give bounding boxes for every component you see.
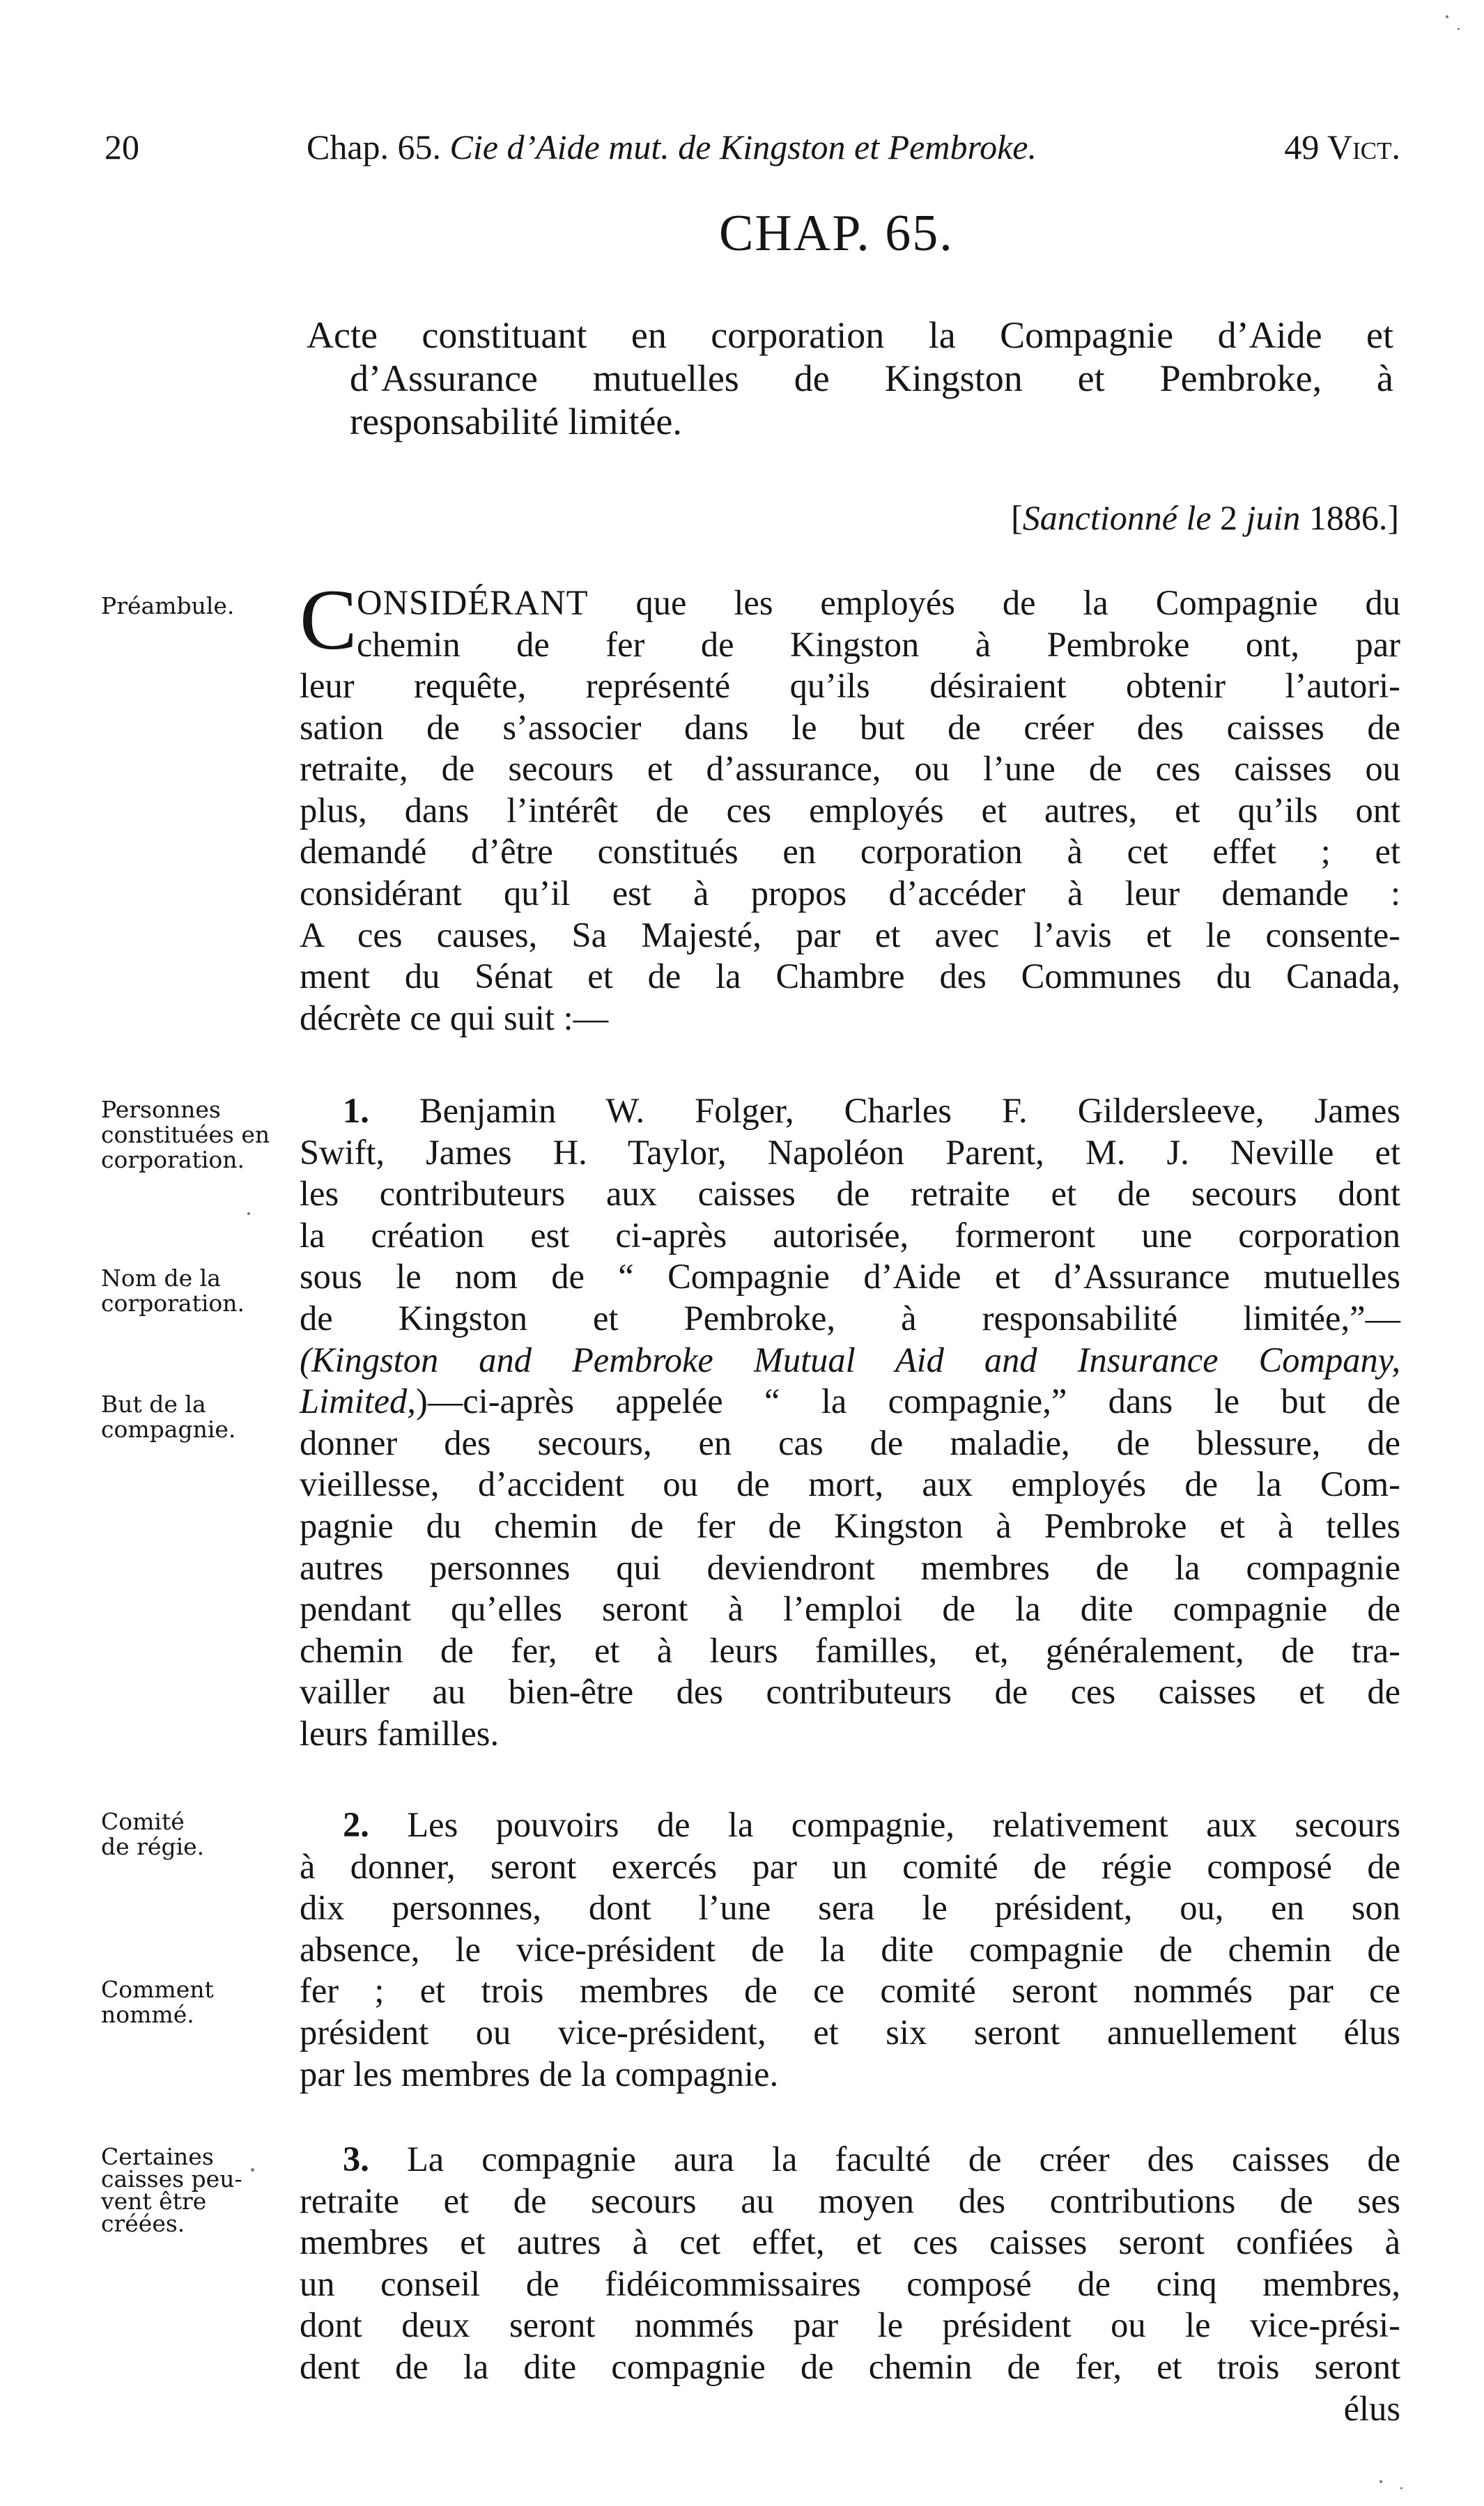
text-line: demandé d’être constitués en corporation à cet effet ; et — [300, 832, 1400, 872]
drop-cap: C — [300, 572, 357, 667]
text-line: un conseil de fidéicommissaires composé de cinq membres, — [300, 2264, 1400, 2303]
text-line: de Kingston et Pembroke, à responsabilité limitée,”— — [300, 1298, 1400, 1338]
text-line: donner des secours, en cas de maladie, de blessure, de — [300, 1423, 1400, 1462]
text-line: sous le nom de “ Compagnie d’Aide et d’Assurance mutuelles — [300, 1257, 1400, 1297]
text-line: chemin de fer, et à leurs familles, et, généralement, de tra- — [300, 1630, 1400, 1670]
text-line: sation de s’associer dans le but de créer des caisses de — [300, 707, 1400, 747]
text-line: dix personnes, dont l’une sera le président, ou, en son — [300, 1888, 1400, 1928]
section-number: 1. — [343, 1091, 369, 1130]
act-title-line: Acte constituant en corporation la Compagnie d’Aide et — [307, 314, 1393, 356]
text-line: plus, dans l’intérêt de ces employés et autres, et qu’ils ont — [300, 790, 1400, 830]
text-line: leurs familles. — [300, 1713, 500, 1753]
text-line: leur requête, représenté qu’ils désiraient obtenir l’autori- — [300, 666, 1400, 705]
margin-note-preambule: Préambule. — [101, 592, 235, 619]
text-line: vailler au bien-être des contributeurs de ces caisses et de — [300, 1672, 1400, 1712]
text-line: retraite et de secours au moyen des contributions de ses — [300, 2181, 1400, 2220]
section-number: 3. — [343, 2140, 369, 2179]
text-line: la création est ci-après autorisée, formeront une corporation — [300, 1215, 1400, 1255]
chapter-heading: CHAP. 65. — [719, 205, 954, 262]
text-line: les contributeurs aux caisses de retraite et de secours dont — [300, 1174, 1400, 1214]
scan-speck — [1458, 28, 1460, 30]
margin-note-nom: Nom de la corporation. — [101, 1264, 245, 1317]
header-title — [307, 123, 1037, 171]
scan-speck — [1400, 2487, 1402, 2489]
text-line: vieillesse, d’accident ou de mort, aux employés de la Com- — [300, 1464, 1400, 1504]
sanction-date: [Sanctionné le 2 juin 1886.] — [1011, 498, 1399, 537]
text-line: membres et autres à cet effet, et ces caisses seront confiées à — [300, 2222, 1400, 2262]
text-line: président ou vice-président, et six seront annuellement élus — [300, 2012, 1400, 2052]
section-3: 3. La compagnie aura la faculté de créer des caisses de retraite et de secours au moyen des contributions de ses membres et autres à cet effet, et ces caisses seront confiées à un conseil de fidéicommissaires composé de cinq membres, dont deux seront nommés par le président ou le vice-prési- dent de la dite compagnie de chemin de fer, et trois seront élus — [300, 2139, 1400, 2429]
margin-note-but: But de la compagnie. — [101, 1391, 236, 1443]
scan-speck — [247, 1212, 250, 1215]
act-title-line: responsabilité limitée. — [350, 401, 682, 442]
preamble-lead-word: ONSIDÉRANT — [357, 583, 589, 622]
page-number: 20 — [105, 127, 139, 167]
text-line: décrète ce qui suit :— — [300, 998, 609, 1037]
act-title — [307, 314, 1393, 443]
preamble-body — [300, 665, 1400, 1039]
text-line: à donner, seront exercés par un comité de régie composé de — [300, 1846, 1400, 1886]
scan-speck — [251, 2168, 254, 2172]
act-title-line: d’Assurance mutuelles de Kingston et Pembroke, à — [350, 357, 1393, 399]
section-1: 1. Benjamin W. Folger, Charles F. Gildersleeve, James Swift, James H. Taylor, Napoléon Parent, M. J. Neville et les contributeurs aux caisses de retraite et de secours dont la création est ci-après autorisée, formeront une corporation sous le nom de “ Compagnie d’Aide et d’Assurance mutuelles de Kingston et Pembroke, à responsabilité limitée,”— (Kingston and Pembroke Mutual Aid and Insurance Company, Limited,)—ci-après appelée “ la compagnie,” dans le but de donner des secours, en cas de maladie, de blessure, de vieillesse, d’accident ou de mort, aux employés de la Com- pagnie du chemin de fer de Kingston à Pembroke et à telles autres personnes qui deviendront membres de la compagnie pendant qu’elles seront à l’emploi de la dite compagnie de chemin de fer, et à leurs familles, et, généralement, de tra- vailler au bien-être des contributeurs de ces caisses et de leurs familles. — [300, 1090, 1400, 1755]
section-2: 2. Les pouvoirs de la compagnie, relativement aux secours à donner, seront exercés par un comité de régie composé de dix personnes, dont l’une sera le président, ou, en son absence, le vice-président de la dite compagnie de chemin de fer ; et trois membres de ce comité seront nommés par ce président ou vice-président, et six seront annuellement élus par les membres de la compagnie. — [300, 1804, 1400, 2095]
running-header — [105, 123, 1400, 171]
section-number: 2. — [343, 1805, 369, 1844]
margin-note-comment: Comment nommé. — [101, 1976, 214, 2028]
preamble-opening-lines: ONSIDÉRANT que les employés de la Compagnie du chemin de fer de Kingston à Pembroke ont, par — [357, 583, 1400, 664]
text-line: pagnie du chemin de fer de Kingston à Pembroke et à telles — [300, 1506, 1400, 1545]
text-line: (Kingston and Pembroke Mutual Aid and Insurance Company, — [300, 1340, 1400, 1379]
scan-speck — [1446, 15, 1448, 18]
text-line: retraite, de secours et d’assurance, ou l’une de ces caisses ou — [300, 749, 1400, 789]
margin-note-comite: Comité de régie. — [101, 1808, 205, 1860]
text-line: Swift, James H. Taylor, Napoléon Parent, M. J. Neville et — [300, 1132, 1400, 1172]
text-line: par les membres de la compagnie. — [300, 2054, 779, 2094]
margin-note-certaines: Certaines caisses peu- vent être créées. — [101, 2143, 242, 2237]
text-line: pendant qu’elles seront à l’emploi de la dite compagnie de — [300, 1589, 1400, 1629]
text-line: considérant qu’il est à propos d’accéder à leur demande : — [300, 873, 1400, 913]
text-line: autres personnes qui deviendront membres de la compagnie — [300, 1547, 1400, 1587]
text-line: ment du Sénat et de la Chambre des Communes du Canada, — [300, 957, 1400, 996]
text-line: fer ; et trois membres de ce comité seront nommés par ce — [300, 1971, 1400, 2011]
text-line: dont deux seront nommés par le président ou le vice-prési- — [300, 2305, 1400, 2345]
text-line: A ces causes, Sa Majesté, par et avec l’avis et le consente- — [300, 915, 1400, 954]
margin-note-personnes: Personnes constituées en corporation. — [101, 1096, 270, 1173]
catchword: élus — [1343, 2388, 1400, 2428]
header-title-italic: Cie d’Aide mut. de Kingston et Pembroke. — [449, 127, 1037, 167]
text-line: absence, le vice-président de la dite compagnie de chemin de — [300, 1929, 1400, 1969]
header-chap-prefix: Chap. 65. — [307, 127, 442, 167]
scan-speck — [1379, 2480, 1382, 2483]
header-year: 49 Vict. — [1284, 127, 1400, 167]
text-line: dent de la dite compagnie de chemin de fer, et trois seront — [300, 2346, 1400, 2386]
